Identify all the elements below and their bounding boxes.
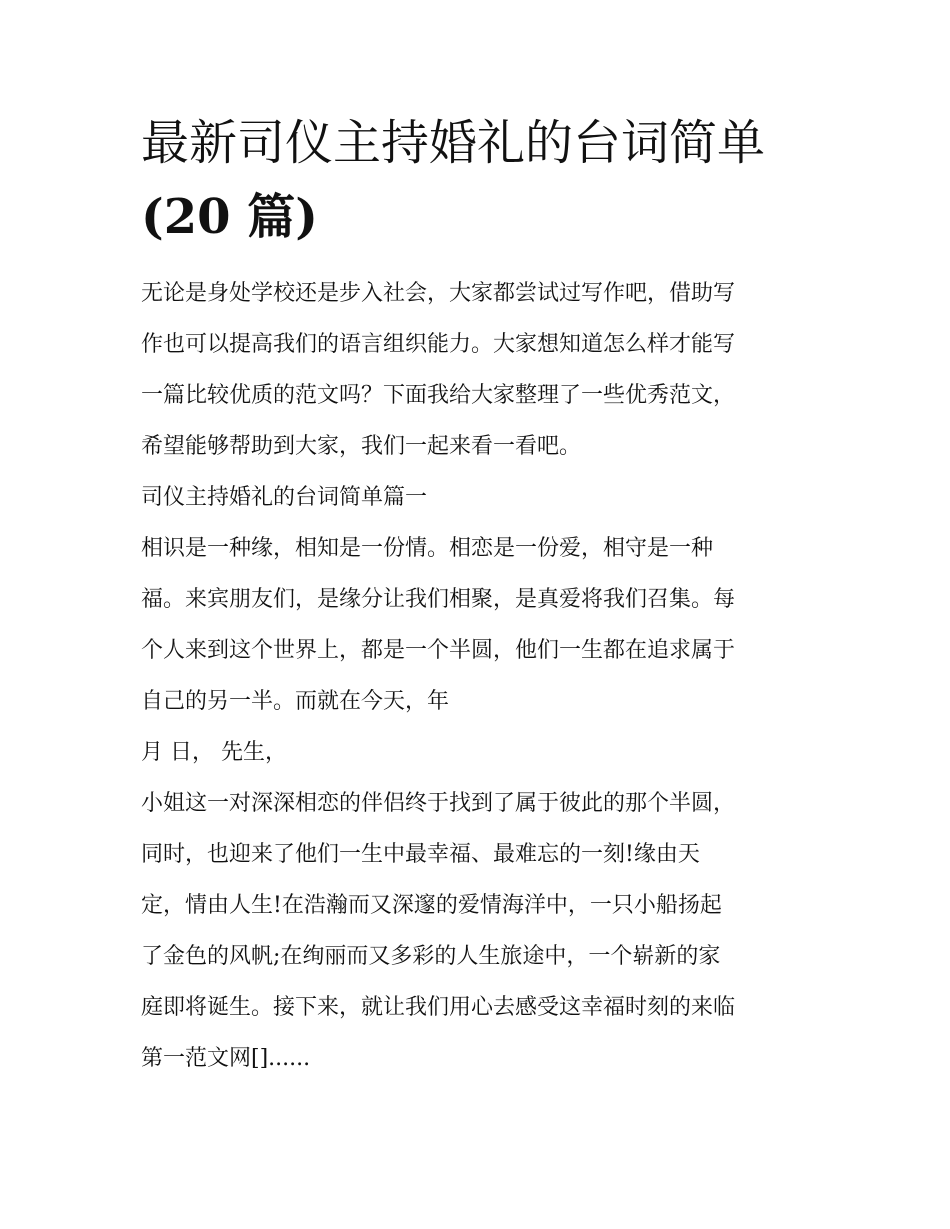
text-line-4: 希望能够帮助到大家，我们一起来看一看吧。 bbox=[141, 434, 582, 459]
document-title bbox=[141, 112, 813, 248]
text-line-9: 自己的另一半。而就在今天，年 bbox=[141, 689, 450, 714]
text-line-6: 相识是一种缘，相知是一份情。相恋是一份爱，相守是一种 bbox=[141, 536, 714, 561]
text-line-14: 了金色的风帆;在绚丽而又多彩的人生旅途中，一个崭新的家 bbox=[141, 944, 721, 969]
text-line-11: 小姐这一对深深相恋的伴侣终于找到了属于彼此的那个半圆， bbox=[141, 791, 736, 816]
document-page bbox=[141, 112, 813, 1084]
title-line-2: (20 篇) bbox=[141, 189, 318, 245]
text-line-16: 第一范文网[]...... bbox=[141, 1046, 311, 1071]
text-line-3: 一篇比较优质的范文吗？下面我给大家整理了一些优秀范文， bbox=[141, 383, 736, 408]
text-line-1: 无论是身处学校还是步入社会，大家都尝试过写作吧，借助写 bbox=[141, 281, 736, 306]
text-line-10: 月 日， 先生， bbox=[141, 740, 287, 765]
title-line-1: 最新司仪主持婚礼的台词简单 bbox=[141, 115, 766, 171]
text-line-13: 定，情由人生!在浩瀚而又深邃的爱情海洋中，一只小船扬起 bbox=[141, 893, 722, 918]
document-body bbox=[141, 268, 813, 1084]
section-heading: 司仪主持婚礼的台词简单篇一 bbox=[141, 485, 428, 510]
text-line-12: 同时，也迎来了他们一生中最幸福、最难忘的一刻!缘由天 bbox=[141, 842, 700, 867]
text-line-8: 个人来到这个世界上，都是一个半圆，他们一生都在追求属于 bbox=[141, 638, 736, 663]
text-line-2: 作也可以提高我们的语言组织能力。大家想知道怎么样才能写 bbox=[141, 332, 736, 357]
text-line-7: 福。来宾朋友们，是缘分让我们相聚，是真爱将我们召集。每 bbox=[141, 587, 736, 612]
text-line-15: 庭即将诞生。接下来，就让我们用心去感受这幸福时刻的来临 bbox=[141, 995, 736, 1020]
